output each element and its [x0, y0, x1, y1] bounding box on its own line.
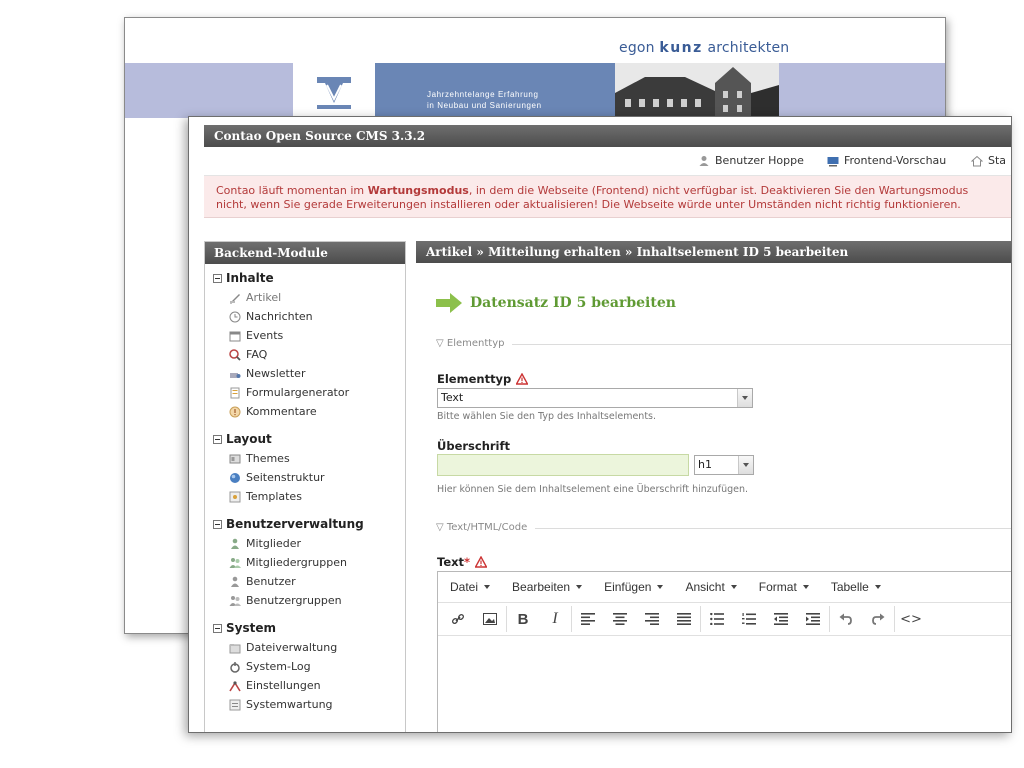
align-center-icon — [613, 613, 627, 625]
brand-prefix: egon — [619, 40, 655, 56]
nav-item-system-log[interactable] — [205, 657, 405, 676]
monitor-icon — [827, 155, 839, 167]
record-title — [436, 293, 676, 313]
frontend-preview-link[interactable] — [827, 154, 946, 167]
user-name: Benutzer Hoppe — [715, 154, 804, 167]
outdent-button[interactable] — [765, 606, 797, 632]
cms-backend-window — [188, 116, 1012, 733]
collapse-icon — [213, 520, 222, 529]
brand-bold: kunz — [659, 40, 703, 56]
undo-button[interactable] — [830, 606, 862, 632]
maintenance-text-line2: nicht, wenn Sie gerade Erweiterungen installieren oder aktualisieren! Die Webseite würde unter Umständen nicht richtig funktionieren. — [216, 198, 961, 211]
link-button[interactable] — [442, 606, 474, 632]
align-left-icon — [581, 613, 595, 625]
maintenance-text-pre: Contao läuft momentan im — [216, 184, 368, 197]
warning-icon — [516, 373, 528, 385]
nav-item-label: Newsletter — [246, 367, 306, 380]
menu-label: Datei — [450, 580, 479, 594]
nav-item-formulargenerator[interactable] — [205, 383, 405, 402]
rich-text-editor — [437, 571, 1012, 733]
arrow-right-icon — [436, 293, 462, 313]
label-text: Überschrift — [437, 439, 511, 453]
article-icon — [229, 292, 241, 304]
site-brand-logo — [619, 40, 789, 56]
bullet-list-button[interactable] — [701, 606, 733, 632]
indent-icon — [806, 613, 820, 625]
collapse-icon — [213, 274, 222, 283]
editor-toolbar — [438, 603, 1012, 636]
nav-item-label: Seitenstruktur — [246, 471, 325, 484]
nav-item-label: Einstellungen — [246, 679, 321, 692]
nav-item-label: Themes — [246, 452, 290, 465]
bold-button[interactable]: B — [517, 610, 529, 628]
nav-item-events[interactable] — [205, 326, 405, 345]
templates-icon — [229, 491, 241, 503]
home-icon — [971, 155, 983, 167]
news-icon — [229, 311, 241, 323]
menu-bearbeiten[interactable] — [512, 580, 582, 594]
undo-icon — [839, 613, 853, 625]
menu-datei[interactable] — [450, 580, 490, 594]
comments-icon — [229, 406, 241, 418]
redo-icon — [871, 613, 885, 625]
files-icon — [229, 642, 241, 654]
nav-item-label: Mitglieder — [246, 537, 301, 550]
legend-label: Elementtyp — [447, 338, 509, 349]
indent-button[interactable] — [797, 606, 830, 632]
member-icon — [229, 538, 241, 550]
user-group-icon — [229, 595, 241, 607]
nav-item-label: Dateiverwaltung — [246, 641, 338, 654]
caret-down-icon — [484, 585, 490, 589]
select-value: Text — [441, 391, 464, 404]
nav-item-label: Nachrichten — [246, 310, 313, 323]
required-marker: * — [464, 555, 471, 569]
menu-format[interactable] — [759, 580, 809, 594]
field-label-elementtyp — [437, 372, 528, 386]
redo-button[interactable] — [862, 606, 895, 632]
nav-group-benutzerverwaltung[interactable] — [205, 514, 405, 534]
cms-title: Contao Open Source CMS 3.3.2 — [204, 125, 1012, 147]
nav-item-label: Formulargenerator — [246, 386, 350, 399]
menu-einfuegen[interactable] — [604, 580, 663, 594]
nav-item-mitglieder[interactable] — [205, 534, 405, 553]
nav-item-seitenstruktur[interactable] — [205, 468, 405, 487]
align-center-button[interactable] — [604, 606, 636, 632]
menu-label: Format — [758, 580, 797, 594]
start-link[interactable] — [971, 154, 1006, 167]
caret-down-icon — [875, 585, 881, 589]
record-title-text: Datensatz ID 5 bearbeiten — [470, 295, 676, 311]
themes-icon — [229, 453, 241, 465]
menu-label: Tabelle — [830, 580, 869, 594]
legend-text-html-code[interactable]: ▽ Text/HTML/Code — [436, 522, 1012, 536]
justify-button[interactable] — [668, 606, 701, 632]
link-icon — [451, 612, 465, 626]
tagline-line-2: in Neubau und Sanierungen — [427, 101, 542, 110]
tagline-line-1: Jahrzehntelange Erfahrung — [427, 90, 539, 99]
headline-tag-select[interactable] — [694, 455, 754, 475]
bullet-list-icon — [710, 613, 724, 625]
nav-group-label: System — [226, 621, 276, 635]
nav-item-benutzer[interactable] — [205, 572, 405, 591]
align-left-button[interactable] — [572, 606, 604, 632]
nav-item-templates[interactable] — [205, 487, 405, 506]
nav-item-label: Artikel — [246, 291, 282, 304]
user-link[interactable] — [698, 154, 804, 167]
align-right-icon — [645, 613, 659, 625]
collapse-icon — [213, 624, 222, 633]
italic-button[interactable]: I — [539, 606, 572, 632]
start-label: Sta — [988, 154, 1007, 167]
logo-mark-icon — [315, 75, 353, 111]
collapse-icon — [213, 435, 222, 444]
nav-item-label: FAQ — [246, 348, 268, 361]
chevron-down-icon — [738, 456, 753, 474]
caret-down-icon — [657, 585, 663, 589]
main-content-panel — [416, 241, 1012, 733]
warning-icon — [475, 556, 487, 568]
nav-group-label: Layout — [226, 432, 272, 446]
site-tagline-panel — [375, 63, 615, 118]
user-admin-icon — [229, 576, 241, 588]
field-label-ueberschrift — [437, 439, 510, 453]
nav-item-dateiverwaltung[interactable] — [205, 638, 405, 657]
field-label-text — [437, 555, 487, 569]
nav-item-label: Systemwartung — [246, 698, 333, 711]
caret-down-icon — [576, 585, 582, 589]
image-icon — [483, 613, 497, 625]
nav-group-label: Benutzerverwaltung — [226, 517, 364, 531]
label-text: Elementtyp — [437, 372, 512, 386]
nav-group-layout[interactable] — [205, 429, 405, 449]
backend-modules-nav — [204, 241, 406, 733]
nav-header: Backend-Module — [205, 242, 405, 264]
maintenance-warning — [204, 176, 1012, 218]
nav-item-faq[interactable] — [205, 345, 405, 364]
caret-down-icon — [731, 585, 737, 589]
headline-input[interactable] — [437, 454, 689, 476]
site-building-photo — [615, 63, 779, 118]
nav-group-system[interactable] — [205, 618, 405, 638]
member-group-icon — [229, 557, 241, 569]
nav-item-label: Events — [246, 329, 284, 342]
site-logo — [293, 63, 375, 118]
nav-item-systemwartung[interactable] — [205, 695, 405, 714]
nav-item-label: Benutzer — [246, 575, 296, 588]
form-icon — [229, 387, 241, 399]
calendar-icon — [229, 330, 241, 342]
elementtyp-select[interactable] — [437, 388, 753, 408]
select-value: h1 — [698, 458, 712, 471]
outdent-icon — [774, 613, 788, 625]
nav-item-newsletter[interactable] — [205, 364, 405, 383]
menu-tabelle[interactable] — [831, 580, 881, 594]
numbered-list-button[interactable] — [733, 606, 765, 632]
nav-item-kommentare[interactable] — [205, 402, 405, 421]
settings-icon — [229, 680, 241, 692]
chevron-down-icon — [737, 389, 752, 407]
nav-item-label: System-Log — [246, 660, 311, 673]
top-navigation — [204, 147, 1012, 176]
editor-menubar — [438, 572, 1012, 603]
brand-suffix: architekten — [707, 40, 790, 56]
maintenance-keyword: Wartungsmodus — [367, 184, 469, 197]
legend-label: Text/HTML/Code — [447, 522, 531, 533]
align-right-button[interactable] — [636, 606, 668, 632]
log-icon — [229, 661, 241, 673]
nav-item-nachrichten[interactable] — [205, 307, 405, 326]
editor-content-area[interactable] — [438, 636, 1012, 733]
numbered-list-icon — [742, 613, 756, 625]
menu-label: Bearbeiten — [512, 580, 571, 594]
user-icon — [698, 155, 710, 167]
nav-item-einstellungen[interactable] — [205, 676, 405, 695]
nav-item-mitgliedergruppen[interactable] — [205, 553, 405, 572]
nav-group-label: Inhalte — [226, 271, 274, 285]
help-ueberschrift: Hier können Sie dem Inhaltselement eine Überschrift hinzufügen. — [437, 484, 749, 495]
label-text: Text — [437, 555, 465, 569]
source-code-button[interactable]: <> — [900, 611, 922, 627]
nav-item-themes[interactable] — [205, 449, 405, 468]
maintenance-text-post: , in dem die Webseite (Frontend) nicht verfügbar ist. Deaktivieren Sie den Wartungsmodus — [468, 184, 969, 197]
newsletter-icon — [229, 368, 241, 380]
legend-elementtyp[interactable]: ▽ Elementtyp — [436, 338, 1012, 352]
nav-item-label: Templates — [246, 490, 302, 503]
nav-item-benutzergruppen[interactable] — [205, 591, 405, 610]
menu-label: Einfügen — [604, 580, 652, 594]
menu-ansicht[interactable] — [685, 580, 736, 594]
maintenance-icon — [229, 699, 241, 711]
image-button[interactable] — [474, 606, 507, 632]
frontend-preview-label: Frontend-Vorschau — [844, 154, 947, 167]
nav-group-inhalte[interactable] — [205, 268, 405, 288]
nav-item-label: Benutzergruppen — [246, 594, 342, 607]
nav-item-label: Mitgliedergruppen — [246, 556, 347, 569]
help-elementtyp: Bitte wählen Sie den Typ des Inhaltselements. — [437, 411, 657, 422]
caret-down-icon — [803, 585, 809, 589]
breadcrumb: Artikel » Mitteilung erhalten » Inhaltselement ID 5 bearbeiten — [416, 241, 1012, 263]
align-justify-icon — [677, 613, 691, 625]
globe-icon — [229, 472, 241, 484]
faq-icon — [229, 349, 241, 361]
menu-label: Ansicht — [685, 580, 725, 594]
nav-item-artikel[interactable] — [205, 288, 405, 307]
nav-item-label: Kommentare — [246, 405, 317, 418]
